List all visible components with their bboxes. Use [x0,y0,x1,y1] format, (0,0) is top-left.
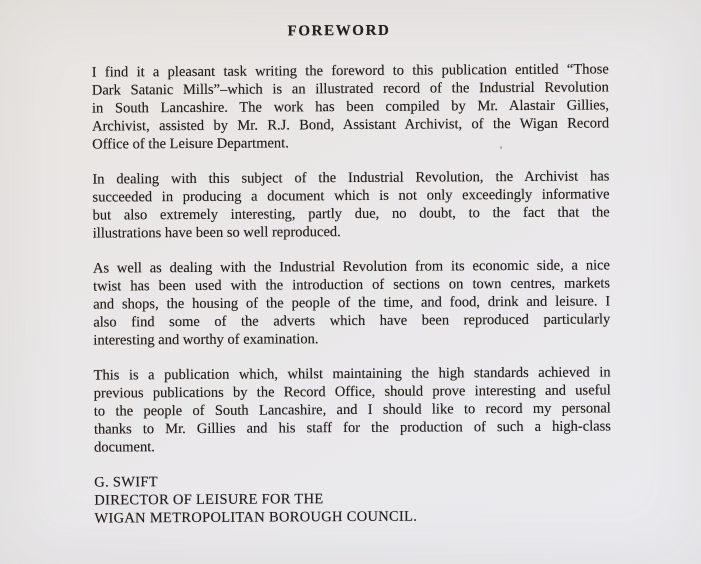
text-line: document. [94,439,155,456]
text-line: also find some of the adverts which have been reproduced particularly [93,311,611,331]
text-line: Archivist, assisted by Mr. R.J. Bond, Assistant Archivist, of the Wigan Record [92,115,610,135]
signature-role-line-1: DIRECTOR OF LEISURE FOR THE [94,491,324,509]
text-line: previous publications by the Record Office, should prove interesting and useful [93,382,611,402]
signature-block [94,470,611,527]
scan-speck [500,146,502,149]
text-line: but also extremely interesting, partly due, no doubt, to the fact that the [92,204,610,224]
page-title: FOREWORD [287,22,391,40]
text-line: This is a publication which, whilst maintaining the high standards achieved in [93,364,611,384]
foreword-paragraph-4 [94,363,612,456]
foreword-paragraph-3 [93,256,611,349]
foreword-paragraph-2 [92,167,609,242]
text-line: in South Lancashire. The work has been compiled by Mr. Alastair Gillies, [91,97,610,117]
text-line: Dark Satanic Mills”–which is an illustrated record of the Industrial Revolution [91,79,609,99]
text-line: illustrations have been so well reproduced. [92,224,341,242]
text-line: to the people of South Lancashire, and I should like to record my personal [93,400,611,420]
text-line: As well as dealing with the Industrial Revolution from its economic side, a nice [92,257,611,277]
text-line: and shops, the housing of the people of the time, and food, drink and leisure. I [93,293,611,313]
text-line: In dealing with this subject of the Industrial Revolution, the Archivist has [92,168,610,188]
text-line: thanks to Mr. Gillies and his staff for the production of such a high-class [93,418,611,438]
text-line: I find it a pleasant task writing the foreword to this publication entitled “Those [91,61,609,81]
text-line: twist has been used with the introduction of sections on town centres, markets [93,275,611,295]
text-line: Office of the Leisure Department. [92,135,289,153]
signature-role-line-2: WIGAN METROPOLITAN BOROUGH COUNCIL. [94,508,418,527]
text-line: succeeded in producing a document which is not only exceedingly informative [92,186,610,206]
text-line: interesting and worthy of examination. [93,331,319,349]
foreword-paragraph-1 [92,60,610,153]
page-content [91,20,611,527]
signature-name: G. SWIFT [94,474,158,491]
